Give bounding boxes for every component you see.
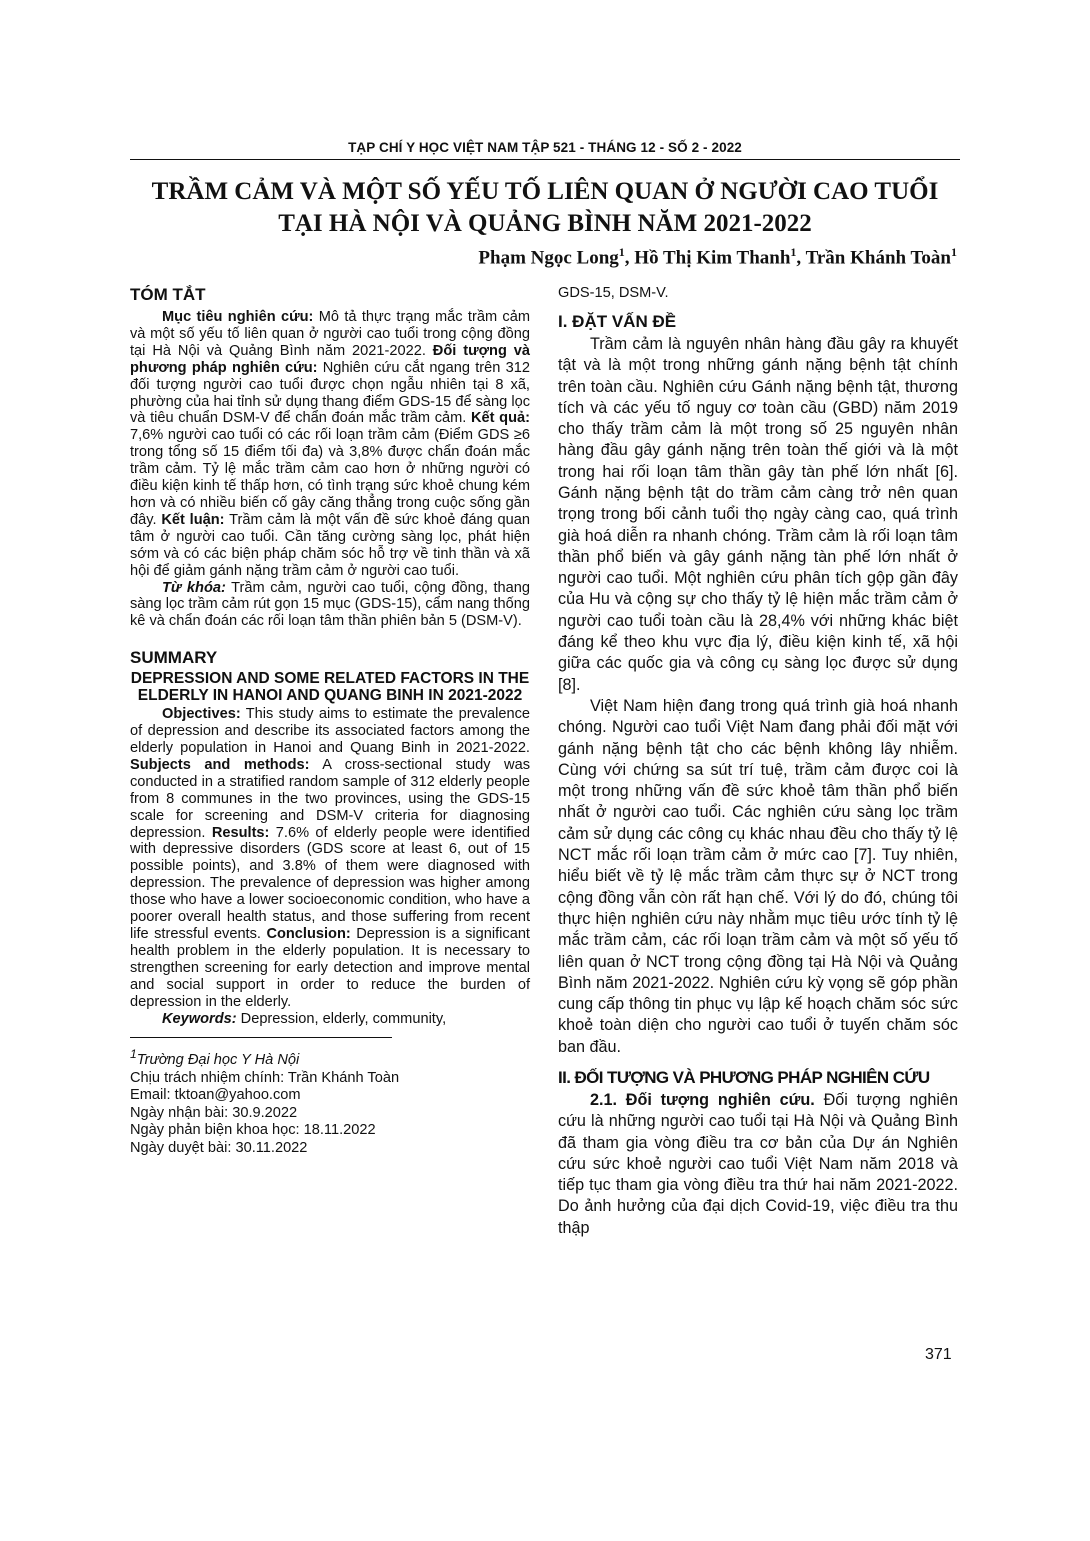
keywords-vi-label: Từ khóa: bbox=[162, 579, 226, 596]
journal-header: TẠP CHÍ Y HỌC VIỆT NAM TẬP 521 - THÁNG 12 - SỐ 2 - 2022 bbox=[348, 140, 742, 155]
footnote-accepted: Ngày duyệt bài: 30.11.2022 bbox=[130, 1139, 308, 1156]
author-list: Phạm Ngọc Long$^1$, Hồ Thị Kim Thanh$^1$, Trần Khánh Toàn$^1$ bbox=[478, 245, 957, 269]
page-number: 371 bbox=[925, 1346, 952, 1363]
keywords-vi bbox=[130, 580, 530, 631]
conclusion-text: Trầm cảm là một vấn đề sức khoẻ đáng quan tâm ở người cao tuổi. Cần tăng cường sàng lọc, phát hiện sớm và có các biện pháp chăm sóc hỗ trợ về tinh thần và xã hội để giảm gánh nặng trầm cảm ở người cao tuổi. bbox=[130, 511, 530, 579]
subsection-2-1-label: 2.1. Đối tượng nghiên cứu. bbox=[590, 1091, 815, 1109]
article-title bbox=[130, 176, 960, 240]
conclusion-en-label: Conclusion: bbox=[266, 926, 351, 942]
results-text: 7,6% người cao tuổi có các rối loạn trầm cảm (Điểm GDS ≥6 trong tổng số 15 điểm tối đa) và 3,8% được chẩn đoán mắc trầm cảm. Tỷ lệ mắc trầm cảm cao hơn ở những người có điều kiện kinh tế thấp hơn, có tình trạng sức khoẻ chung kém hơn và có nhiều biến cố gây căng thẳng trong cuộc sống gần đây. bbox=[130, 427, 530, 528]
footnote-reviewed: Ngày phản biện khoa học: 18.11.2022 bbox=[130, 1122, 376, 1139]
results-label: Kết quả: bbox=[471, 410, 530, 427]
results-en-label: Results: bbox=[211, 824, 270, 841]
title-line-1: TRẦM CẢM VÀ MỘT SỐ YẾU TỐ LIÊN QUAN Ở NGƯỜI CAO TUỔI bbox=[151, 178, 939, 205]
objective-label: Mục tiêu nghiên cứu: bbox=[162, 309, 314, 325]
author-name: Hồ Thị Kim Thanh bbox=[634, 247, 791, 269]
header-rule bbox=[130, 159, 960, 160]
subjects-methods-text: A cross-sectional study was conducted in a stratified random sample of 312 elderly people from 8 communes in the two provinces, using the GDS-15 scale for screening and DSM-V criteria for diagnosing depression. bbox=[130, 756, 531, 841]
section-1-body bbox=[558, 334, 958, 1058]
footnote-rule bbox=[130, 1037, 392, 1038]
keywords-vi-text: Trầm cảm, người cao tuổi, cộng đồng, thang sàng lọc trầm cảm rút gọn 15 mục (GDS-15), cẩm nang thống kê và chẩn đoán các rối loạn tâm thần phiên bản 5 (DSM-V). bbox=[130, 579, 530, 630]
abstract-vi bbox=[130, 309, 530, 630]
author-affiliation-mark: 1 bbox=[951, 245, 957, 259]
keywords-en bbox=[130, 1011, 530, 1028]
section-1-paragraph-1: Trầm cảm là nguyên nhân hàng đầu gây ra khuyết tật và là một trong những gánh nặng bệnh tật chính trên toàn cầu. Nghiên cứu Gánh nặng bệnh tật, thương tích và các yếu tố nguy cơ toàn cầu (GBD) năm 2019 cho thấy trầm cảm là một trong số 25 nguyên nhân hàng đầu gây gánh nặng trên toàn thế giới và là một trong hai rối loạn tâm thần gây tàn phế lớn nhất [6]. Gánh nặng bệnh tật do trầm cảm càng trở nên quan trọng trong bối cảnh tuổi thọ ngày càng cao, quá trình già hoá diễn ra nhanh chóng. Trầm cảm là rối loạn tâm thần phổ biến và gây gánh nặng tàn phế lớn nhất ở người cao tuổi. Một nghiên cứu phân tích gộp gần đây của Hu và cộng sự cho thấy tỷ lệ hiện mắc trầm cảm ở người cao tuổi toàn cầu là 28,4% với những khác biệt đáng kể theo khu vực địa lý, điều kiện kinh tế, xã hội giữa các quốc gia và công cụ sàng lọc được sử dụng [8]. bbox=[558, 334, 958, 694]
author-name: Trần Khánh Toàn bbox=[805, 247, 951, 269]
section-2-paragraph-1 bbox=[558, 1090, 958, 1239]
affiliation-text: Trường Đại học Y Hà Nội bbox=[136, 1052, 300, 1069]
objectives-text: This study aims to estimate the prevalence of depression and describe its associated factors among the elderly population in Hanoi and Quang Binh in 2021-2022. bbox=[130, 706, 530, 757]
abstract-en bbox=[130, 706, 530, 1027]
summary-en-title: DEPRESSION AND SOME RELATED FACTORS IN THE ELDERLY IN HANOI AND QUANG BINH IN 2021-2022 bbox=[130, 670, 530, 705]
footnote-received: Ngày nhận bài: 30.9.2022 bbox=[130, 1104, 298, 1121]
keywords-en-label: Keywords: bbox=[162, 1010, 237, 1027]
abstract-vi-body bbox=[130, 309, 530, 580]
conclusion-en-text: Depression is a significant health problem in the elderly population. It is necessary to strengthen screening for early detection and improve mental and social support in order to reduce the burden of depression in the elderly. bbox=[130, 926, 530, 1010]
footnote-corresponding: Chịu trách nhiệm chính: Trần Khánh Toàn bbox=[130, 1069, 400, 1086]
section-1-heading: I. ĐẶT VẤN ĐỀ bbox=[558, 311, 677, 331]
section-2-heading: II. ĐỐI TƯỢNG VÀ PHƯƠNG PHÁP NGHIÊN CỨU bbox=[558, 1068, 930, 1087]
author-affiliation-mark: 1 bbox=[790, 245, 797, 259]
keywords-en-text: Depression, elderly, community, bbox=[236, 1010, 447, 1027]
subjects-methods-label: Subjects and methods: bbox=[130, 756, 310, 773]
affiliation-mark: 1 bbox=[130, 1047, 137, 1062]
title-line-2: TẠI HÀ NỘI VÀ QUẢNG BÌNH NĂM 2021-2022 bbox=[278, 210, 812, 237]
abstract-en-body bbox=[130, 706, 530, 1010]
left-column bbox=[130, 285, 530, 1157]
objectives-label: Objectives: bbox=[162, 706, 241, 723]
objective-text: Mô tả thực trạng mắc trầm cảm và một số yếu tố liên quan ở người cao tuổi trong cộng đồng tại Hà Nội và Quảng Bình năm 2021-2022. bbox=[130, 309, 531, 359]
results-en-text: 7.6% of elderly people were identified with depressive disorders (GDS score at least 6, out of 15 possible points), and 3.8% of them were diagnosed with depression. The prevalence of depression was higher among those who have a lower socioeconomic condition, who have a poorer overall health status, and those suffering from recent life stressful events. bbox=[130, 824, 530, 942]
footnote-affiliation bbox=[130, 1046, 530, 1069]
methods-text: Nghiên cứu cắt ngang trên 312 đối tượng người cao tuổi được chọn ngẫu nhiên tại 8 xã, phường của hai tỉnh sử dụng thang điểm GDS-15 để sàng lọc và tiêu chuẩn DSM-V để chẩn đoán mắc trầm cảm. bbox=[130, 359, 530, 427]
right-column bbox=[558, 285, 958, 1239]
author-affiliation-mark: 1 bbox=[618, 245, 625, 259]
keywords-en-continued: GDS-15, DSM-V. bbox=[558, 285, 669, 301]
footnotes bbox=[130, 1046, 530, 1157]
conclusion-label: Kết luận: bbox=[161, 511, 225, 528]
section-1-paragraph-2: Việt Nam hiện đang trong quá trình già hoá nhanh chóng. Người cao tuổi Việt Nam đang phải đối mặt với gánh nặng bệnh tật cho các bệnh không lây nhiễm. Cùng với chứng sa sút trí tuệ, trầm cảm được coi là một trong những vấn đề sức khoẻ tâm thần phổ biến nhất ở người cao tuổi. Các nghiên cứu sàng lọc trầm cảm sử dụng các công cụ khác nhau đều cho thấy tỷ lệ NCT mắc rối loạn trầm cảm ở mức cao [7]. Tuy nhiên, hiểu biết về tỷ lệ mắc trầm cảm thực sự ở NCT trong cộng đồng vẫn còn rất hạn chế. Với lý do đó, chúng tôi thực hiện nghiên cứu này nhằm mục tiêu ước tính tỷ lệ mắc trầm cảm, các rối loạn trầm cảm và một số yếu tố liên quan ở NCT trong cộng đồng tại Hà Nội và Quảng Bình năm 2021-2022. Nghiên cứu kỳ vọng sẽ góp phần cung cấp thông tin phục vụ lập kế hoạch chăm sóc sức khoẻ toàn diện cho người cao tuổi ở tuyến chăm sóc ban đầu. bbox=[558, 696, 958, 1056]
abstract-vi-heading: TÓM TẮT bbox=[130, 285, 206, 304]
methods-label: Đối tượng và phương pháp nghiên cứu: bbox=[130, 342, 531, 376]
author-name: Phạm Ngọc Long bbox=[478, 247, 619, 269]
footnote-email: Email: tktoan@yahoo.com bbox=[130, 1087, 301, 1104]
section-2-body bbox=[558, 1090, 958, 1239]
summary-en-heading: SUMMARY bbox=[130, 648, 218, 668]
subsection-2-1-text: Đối tượng nghiên cứu là những người cao tuổi tại Hà Nội và Quảng Bình đã tham gia vòng điều tra cơ bản của Dự án Nghiên cứu sức khoẻ người cao tuổi Việt Nam năm 2018 và tiếp tục tham gia vòng điều tra thứ hai năm 2021-2022. Do ảnh hưởng của đại dịch Covid-19, việc điều tra thu thập bbox=[558, 1091, 958, 1237]
